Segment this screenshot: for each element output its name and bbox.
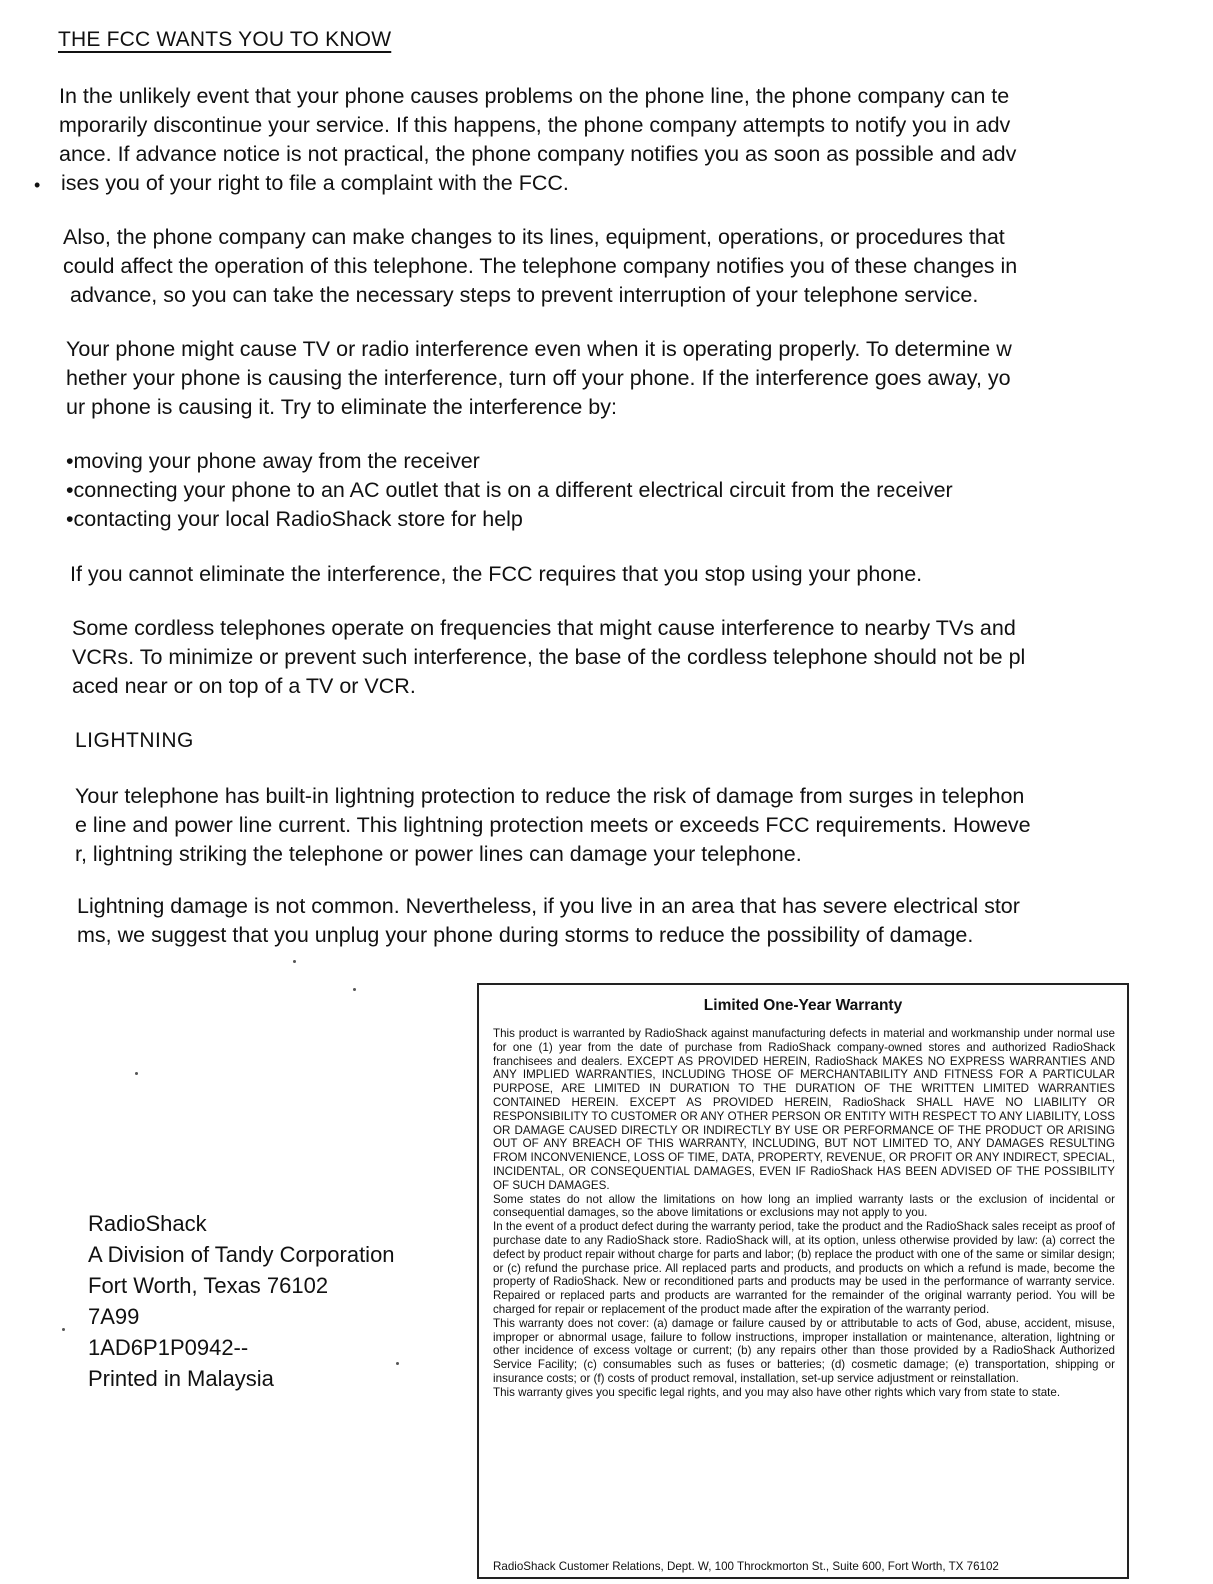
- text-line: Your telephone has built-in lightning protection to reduce the risk of damage from surges in telephon: [75, 784, 1025, 808]
- company-city: Fort Worth, Texas 76102: [88, 1273, 329, 1298]
- paragraph-lightning-damage: [77, 892, 1020, 950]
- text-line: Lightning damage is not common. Nevertheless, if you live in an area that has severe electrical stor: [77, 894, 1020, 918]
- text-line: VCRs. To minimize or prevent such interference, the base of the cordless telephone should not be pl: [72, 645, 1026, 669]
- bullet-list: [66, 447, 953, 534]
- paragraph-stop-using: [70, 560, 922, 589]
- page-heading: THE FCC WANTS YOU TO KNOW: [58, 28, 392, 51]
- list-item: •contacting your local RadioShack store for help: [66, 507, 523, 531]
- list-item: •moving your phone away from the receiver: [66, 449, 480, 473]
- paragraph-service-discontinue: [59, 82, 1016, 198]
- text-line: aced near or on top of a TV or VCR.: [72, 674, 416, 698]
- product-code: 7A99: [88, 1304, 140, 1329]
- scan-speck: [135, 1072, 138, 1075]
- paragraph-interference: [66, 335, 1012, 422]
- warranty-contact: RadioShack Customer Relations, Dept. W, 100 Throckmorton St., Suite 600, Fort Worth, TX 76102: [493, 1560, 999, 1573]
- text-line: Your phone might cause TV or radio interference even when it is operating properly. To determine w: [66, 337, 1012, 361]
- text-line: r, lightning striking the telephone or power lines can damage your telephone.: [75, 842, 802, 866]
- lightning-heading: LIGHTNING: [75, 729, 194, 752]
- scan-speck: [396, 1362, 399, 1365]
- scan-speck: [293, 960, 296, 963]
- part-number: 1AD6P1P0942--: [88, 1335, 249, 1360]
- text-line: hether your phone is causing the interference, turn off your phone. If the interference goes away, yo: [66, 366, 1011, 390]
- text-line: Some cordless telephones operate on frequencies that might cause interference to nearby TVs and: [72, 616, 1016, 640]
- list-item: •connecting your phone to an AC outlet that is on a different electrical circuit from the receiver: [66, 478, 953, 502]
- text-line: could affect the operation of this telephone. The telephone company notifies you of these changes in: [63, 254, 1018, 278]
- text-line: ur phone is causing it. Try to eliminate the interference by:: [66, 395, 617, 419]
- scan-speck: [62, 1328, 65, 1331]
- company-name: RadioShack: [88, 1211, 207, 1236]
- warranty-paragraph: This product is warranted by RadioShack against manufacturing defects in material and workmanship under normal use for one (1) year from the date of purchase from RadioShack company-owned stores and authorized RadioShack franchisees and dealers. EXCEPT AS PROVIDED HEREIN, RadioShack MAKES NO EXPRESS WARRANTIES AND ANY IMPLIED WARRANTIES, INCLUDING THOSE OF MERCHANTABILITY AND FITNESS FOR A PARTICULAR PURPOSE, ARE LIMITED IN DURATION TO THE DURATION OF THE WRITTEN LIMITED WARRANTIES CONTAINED HEREIN. EXCEPT AS PROVIDED HEREIN, RadioShack SHALL HAVE NO LIABILITY OR RESPONSIBILITY TO CUSTOMER OR ANY OTHER PERSON OR ENTITY WITH RESPECT TO ANY LIABILITY, LOSS OR DAMAGE CAUSED DIRECTLY OR INDIRECTLY BY USE OR PERFORMANCE OF THE PRODUCT OR ARISING OUT OF ANY BREACH OF THIS WARRANTY, INCLUDING, BUT NOT LIMITED TO, ANY DAMAGES RESULTING FROM INCONVENIENCE, LOSS OF TIME, DATA, PROPERTY, REVENUE, OR PROFIT OR ANY INDIRECT, SPECIAL, INCIDENTAL, OR CONSEQUENTIAL DAMAGES, EVEN IF RadioShack HAS BEEN ADVISED OF THE POSSIBILITY OF SUCH DAMAGES.: [493, 1027, 1115, 1192]
- text-line: e line and power line current. This lightning protection meets or exceeds FCC requirements. Howeve: [75, 813, 1031, 837]
- warranty-paragraph: In the event of a product defect during the warranty period, take the product and the RadioShack sales receipt as proof of purchase date to any RadioShack store. RadioShack will, at its option, unless otherwise provided by law: (a) correct the defect by product repair without charge for parts and labor; (b) replace the product with one of the same or similar design; or (c) refund the purchase price. All replaced parts and products, and products on which a refund is made, become the property of RadioShack. New or reconditioned parts and products may be used in the performance of warranty service. Repaired or replaced parts and products are warranted for the remainder of the original warranty period. You will be charged for repair or replacement of the product made after the expiration of the warranty period.: [493, 1220, 1115, 1316]
- text-line: ises you of your right to file a complaint with the FCC.: [61, 171, 569, 195]
- printed-location: Printed in Malaysia: [88, 1366, 274, 1391]
- text-line: In the unlikely event that your phone causes problems on the phone line, the phone company can te: [59, 84, 1010, 108]
- text-line: Also, the phone company can make changes to its lines, equipment, operations, or procedures that: [63, 225, 1005, 249]
- warranty-paragraph: This warranty gives you specific legal rights, and you may also have other rights which vary from state to state.: [493, 1385, 1061, 1399]
- paragraph-lightning-protection: [75, 782, 1031, 869]
- text-line: mporarily discontinue your service. If this happens, the phone company attempts to notify you in adv: [59, 113, 1011, 137]
- company-division: A Division of Tandy Corporation: [88, 1242, 395, 1267]
- warranty-paragraph: This warranty does not cover: (a) damage or failure caused by or attributable to acts of God, abuse, accident, misuse, improper or abnormal usage, failure to follow instructions, improper installation or maintenance, alteration, lightning or other incidence of excess voltage or current; (b) any repairs other than those provided by a RadioShack Authorized Service Facility; (c) consumables such as fuses or batteries; (d) cosmetic damage; (e) transportation, shipping or insurance costs; or (f) costs of product removal, installation, set-up service adjustment or reinstallation.: [493, 1316, 1115, 1385]
- warranty-box: [477, 983, 1129, 1579]
- company-address: [88, 1208, 395, 1394]
- text-line: ance. If advance notice is not practical, the phone company notifies you as soon as possible and adv: [59, 142, 1017, 166]
- text-line: ms, we suggest that you unplug your phone during storms to reduce the possibility of damage.: [77, 923, 974, 947]
- text-line: advance, so you can take the necessary steps to prevent interruption of your telephone service.: [70, 283, 979, 307]
- warranty-title: Limited One-Year Warranty: [703, 997, 903, 1014]
- paragraph-line-changes: [63, 223, 1017, 310]
- text-line: If you cannot eliminate the interference, the FCC requires that you stop using your phone.: [70, 562, 923, 586]
- margin-mark: •: [34, 175, 41, 195]
- paragraph-cordless: [72, 614, 1025, 701]
- warranty-body: [493, 1027, 1115, 1400]
- scan-speck: [353, 988, 356, 991]
- warranty-paragraph: Some states do not allow the limitations on how long an implied warranty lasts or the exclusion of incidental or consequential damages, so the above limitations or exclusions may not apply to you.: [493, 1192, 1115, 1220]
